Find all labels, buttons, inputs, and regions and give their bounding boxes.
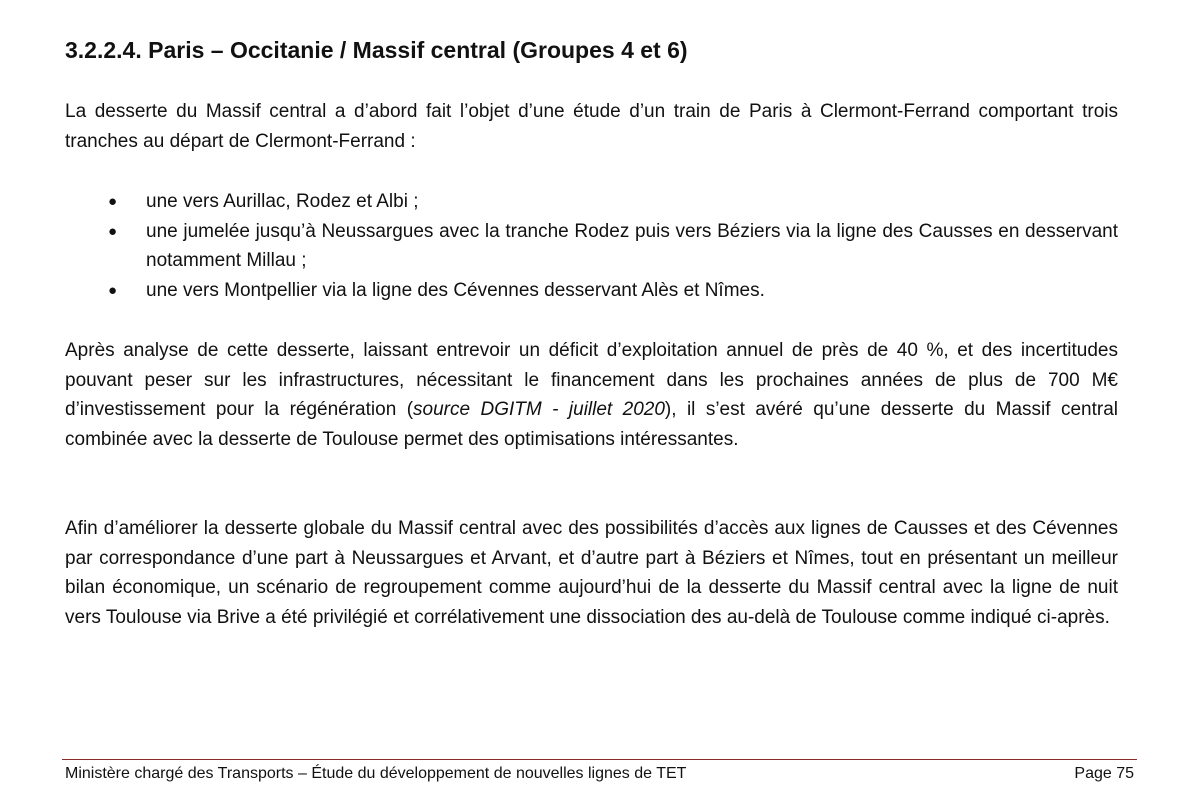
- section-heading: 3.2.2.4. Paris – Occitanie / Massif central (Groupes 4 et 6): [65, 37, 688, 63]
- conclusion-paragraph: Afin d’améliorer la desserte globale du Massif central avec des possibilités d’accès aux lignes de Causses et des Cévennes par correspondance d’une part à Neussargues et Arvant, et d’autre part à Béziers et Nîmes, tout en présentant un meilleur bilan économique, un scénario de regroupement comme aujourd’hui de la desserte du Massif central avec la ligne de nuit vers Toulouse via Brive a été privilégié et corrélativement une dissociation des au-delà de Toulouse comme indiqué ci-après.: [65, 518, 1118, 628]
- bullet-icon: ●: [108, 281, 118, 299]
- page-number: Page 75: [1074, 765, 1134, 782]
- footer-divider: [62, 759, 1137, 760]
- analysis-text-start: Après analyse de cette desserte, laissant entrevoir un déficit d’exploitation annuel de près de 40 %, et des incertitudes pouvant peser sur les infrastructures, nécessitant le financement dans les prochaines années de plus de 700 M€ d’investissement pour la régénération (: [65, 340, 1118, 420]
- list-item: [65, 276, 1118, 306]
- analysis-text-end: ), il s’est avéré qu’une desserte du Massif central combinée avec la desserte de Toulouse permet des optimisations intéressantes.: [65, 399, 1119, 450]
- list-item-text: une vers Montpellier via la ligne des Cévennes desservant Alès et Nîmes.: [146, 279, 765, 301]
- intro-paragraph: La desserte du Massif central a d’abord fait l’objet d’une étude d’un train de Paris à Clermont-Ferrand comportant trois tranches au départ de Clermont-Ferrand :: [65, 101, 1118, 152]
- bullet-icon: ●: [108, 222, 118, 240]
- list-item: [65, 187, 1118, 217]
- tranche-list: [65, 187, 1118, 305]
- analysis-source-citation: source DGITM - juillet 2020: [413, 399, 665, 420]
- list-item: [65, 217, 1118, 276]
- footer-document-title: Ministère chargé des Transports – Étude du développement de nouvelles lignes de TET: [65, 765, 687, 782]
- analysis-paragraph: [65, 336, 1118, 454]
- list-item-text: une jumelée jusqu’à Neussargues avec la tranche Rodez puis vers Béziers via la ligne des Causses en desservant notamment Millau ;: [146, 220, 1118, 271]
- bullet-icon: ●: [108, 193, 118, 210]
- list-item-text: une vers Aurillac, Rodez et Albi ;: [146, 191, 419, 212]
